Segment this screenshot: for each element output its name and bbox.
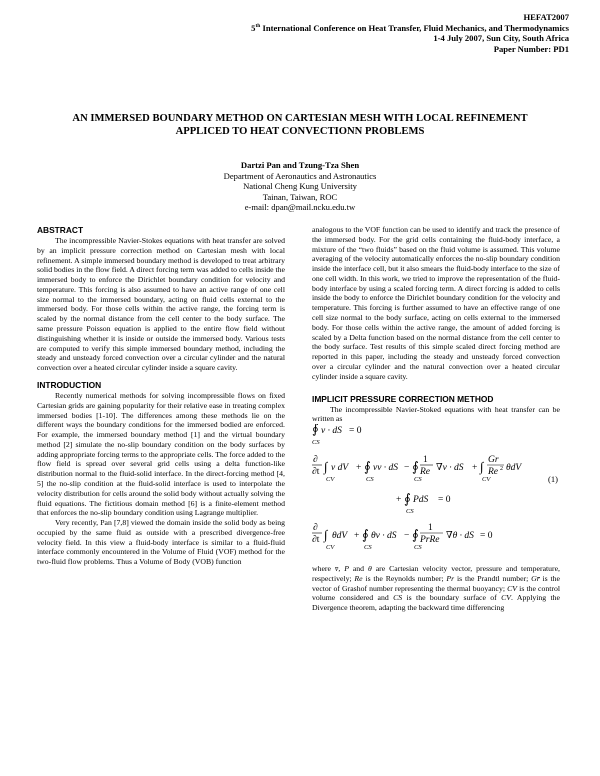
equation-number: (1) — [548, 474, 558, 485]
mom-dt: ∂t — [312, 467, 320, 478]
en-one: 1 — [428, 523, 433, 534]
abstract-heading: ABSTRACT — [37, 225, 84, 235]
mom-plus-3: + — [396, 495, 402, 506]
equation-block — [312, 424, 560, 590]
mom-cs-2: CS — [414, 476, 422, 484]
mom-int-1: ∫ — [324, 459, 328, 475]
mom-term-5: PdS — [413, 495, 429, 506]
introduction-paragraph-2: Very recently, Pan [7,8] viewed the domain inside the solid body as being occupied by the same fluid as outside with a prescribed divergence-free velocity field. In this view a fluid-body interface is similar to a fluid-fluid interface commonly encountered in the Volume of Fluid (VOF) method for the two-fluid flow problems. Thus a Volume of Body (VOB) function — [37, 518, 285, 567]
sym-pr: Pr — [446, 573, 455, 583]
en-cs-2: CS — [414, 544, 422, 552]
en-oint-2: ∮ — [412, 527, 419, 543]
conference-name: International Conference on Heat Transfer, Fluid Mechanics, and Thermodynamics — [260, 22, 569, 33]
en-prre: PrRe — [420, 535, 440, 546]
mom-oint-3: ∮ — [404, 491, 411, 507]
author-location: Tainan, Taiwan, ROC — [262, 191, 338, 202]
en-cs-1: CS — [364, 544, 372, 552]
sym-cv-2: CV — [501, 593, 511, 603]
mom-re: Re — [420, 467, 431, 478]
mom-int-2: ∫ — [480, 459, 484, 475]
mom-plus-1: + — [356, 463, 362, 474]
mom-term-4: θdV — [506, 463, 522, 474]
conference-ordinal: th — [255, 22, 261, 29]
en-term-2: θv · dS — [371, 531, 397, 542]
mom-cs-1: CS — [366, 476, 374, 484]
mom-term-2: vv · dS — [373, 463, 399, 474]
en-term-3: ∇θ · dS — [446, 531, 474, 542]
mom-re2: Re — [488, 467, 499, 478]
conference-header — [251, 12, 569, 54]
sym-gr: Gr̄ — [531, 573, 540, 583]
introduction-paragraph-3: analogous to the VOF function can be used to identify and track the presence of the immersed body. For the grid cells containing the fluid-body interface, a mixture of the “two fluids” based on the fluid volume is assumed. This volume averaging of the velocity automatically enforces the no-slip boundary condition inside the interface cell, but it also smears the fluid-body interface to the size of one cell width. In this work, we tried to improve the representation of the fluid-body interface by using a scaled forcing term. A direct forcing is added to cells inside the body to enforce the Dirichlet boundary condition for the velocity and temperature. This forcing is further assumed to have an effective range of one cell size normal to the body surface, acting on cells external to the immersed body. For those cells within the active range, the amount of added forcing is scaled by a Delta function based on the normal distance from the cell center to the body surface. Test results of this simple scaled direct forcing method are reported in this paper, including the steady and unsteady forced convection over a circular cylinder and the natural convection over a heated circular cylinder inside a square cavity. — [312, 225, 560, 381]
mom-cv-2: CV — [482, 476, 491, 484]
mom-oint-1: ∮ — [364, 459, 371, 475]
en-rhs: = 0 — [480, 531, 493, 542]
author-department: Department of Aeronautics and Astronautics — [223, 170, 377, 181]
abstract-text: The incompressible Navier-Stokes equations with heat transfer are solved by an implicit pressure correction method on Cartesian mesh with local refinement. A simple immersed boundary method is developed to treat arbitrary solid bodies in the flow field. A direct forcing term was added to cells inside the immersed body to enforce the Dirichlet boundary condition for velocity and temperature. This forcing is also assumed to have an active range of one cell size normal to the immersed boundary, acting on fluid cells external to the immersed body. For those cells within the active range, the forcing term is scaled by the normal distance from the cell center to the body surface. The same pressure Poisson equation is applied to the entire flow field without distinguishing whether it is inside or outside the immersed body. Various tests are computed to verify this simple immersed boundary method, including the steady and unsteady forced convection over a circular cylinder and the natural convection over a heated circular cylinder inside a square cavity. — [37, 236, 285, 373]
equation-svg — [312, 424, 560, 590]
en-partial: ∂ — [313, 523, 318, 534]
conference-name-line — [251, 23, 569, 34]
mom-gr: Gr — [488, 455, 499, 466]
left-column — [37, 225, 285, 567]
paper-number: Paper Number: PD1 — [493, 43, 569, 54]
title-line-1: AN IMMERSED BOUNDARY METHOD ON CARTESIAN MESH WITH LOCAL REFINEMENT — [72, 113, 528, 124]
introduction-heading: INTRODUCTION — [37, 379, 102, 390]
author-names: Dartzi Pan and Tzung-Tza Shen — [240, 160, 360, 170]
mom-one: 1 — [423, 455, 428, 466]
conference-number: 5 — [251, 22, 256, 33]
mom-cs-3: CS — [406, 508, 414, 516]
conference-dates-place: 1-4 July 2007, Sun City, South Africa — [433, 33, 569, 43]
oint-symbol: ∮ — [312, 424, 319, 437]
mom-rhs: = 0 — [438, 495, 451, 506]
en-plus: + — [354, 531, 360, 542]
en-cv: CV — [326, 544, 335, 552]
mom-sq: 2 — [500, 466, 503, 473]
en-int: ∫ — [324, 527, 328, 543]
right-column — [312, 225, 560, 613]
sym-re: Re — [354, 573, 363, 583]
method-definitions: where v̄, P and θ are Cartesian velocity vector, pressure and temperature, respectively; Re is the Reynolds number; Pr is the Prandtl number; Gr̄ is the vector of Grashof number representing the thermal buoyancy; CV is the control volume considered and CS is the boundary surface of CV. Applying the Divergence theorem, adapting the backward time differencing — [312, 564, 560, 613]
equation-energy — [312, 523, 493, 551]
en-minus: − — [404, 531, 410, 542]
sym-theta: θ — [368, 564, 372, 574]
mom-minus: − — [404, 463, 410, 474]
method-intro: The incompressible Navier-Stoked equations with heat transfer can be written as — [312, 404, 560, 424]
mom-cv-1: CV — [326, 476, 335, 484]
sym-p: P — [344, 564, 349, 574]
sym-cv: CV — [507, 583, 518, 593]
continuity-term: v · dS — [321, 426, 342, 437]
en-oint-1: ∮ — [362, 527, 369, 543]
mom-term-3: ∇v · dS — [436, 463, 464, 474]
conference-code: HEFAT2007 — [523, 12, 569, 22]
method-heading: IMPLICIT PRESSURE CORRECTION METHOD — [312, 393, 494, 404]
author-block — [0, 160, 600, 213]
mom-term-1: v dV — [331, 463, 349, 474]
mom-plus-2: + — [472, 463, 478, 474]
en-term-1: θdV — [332, 531, 348, 542]
author-university: National Cheng Kung University — [243, 181, 357, 192]
en-dt: ∂t — [312, 535, 320, 546]
continuity-sub: CS — [312, 439, 320, 447]
title-line-2: APPLICED TO HEAT CONVECTIONN PROBLEMS — [175, 126, 425, 137]
sym-cs: CS — [393, 593, 403, 603]
equation-momentum — [312, 455, 558, 515]
mom-partial: ∂ — [313, 455, 318, 466]
equation-continuity — [312, 424, 362, 446]
continuity-rhs: = 0 — [349, 426, 362, 437]
author-email: e-mail: dpan@mail.ncku.edu.tw — [244, 202, 356, 213]
mom-oint-2: ∮ — [412, 459, 419, 475]
introduction-paragraph-1: Recently numerical methods for solving incompressible flows on fixed Cartesian grids are gaining popularity for their relative ease in treating complex immersed bodies [1-10]. The differences among these methods lie on the different ways the boundary conditions for the immersed bodied are enforced. For example, the immersed boundary method [1] and the virtual boundary method [2] simulate the no-slip boundary condition on the body surfaces by adding appropriate forcing terms to the appropriate cells. The force added to the flow field is spread over several grid cells using a delta function-like distribution normal to the fluid-solid interface. In the direct-forcing method [4, 5] the no-slip condition at the fluid-solid interface is used to interpolate the velocity distribution for cells around the solid body without actually solving the fluid equations. The fictitious domain method [6] is a finite-element method that enforces the no-slip boundary condition using Lagrange multiplier. — [37, 390, 285, 518]
paper-title — [20, 112, 580, 138]
sym-v: v̄ — [334, 564, 339, 574]
